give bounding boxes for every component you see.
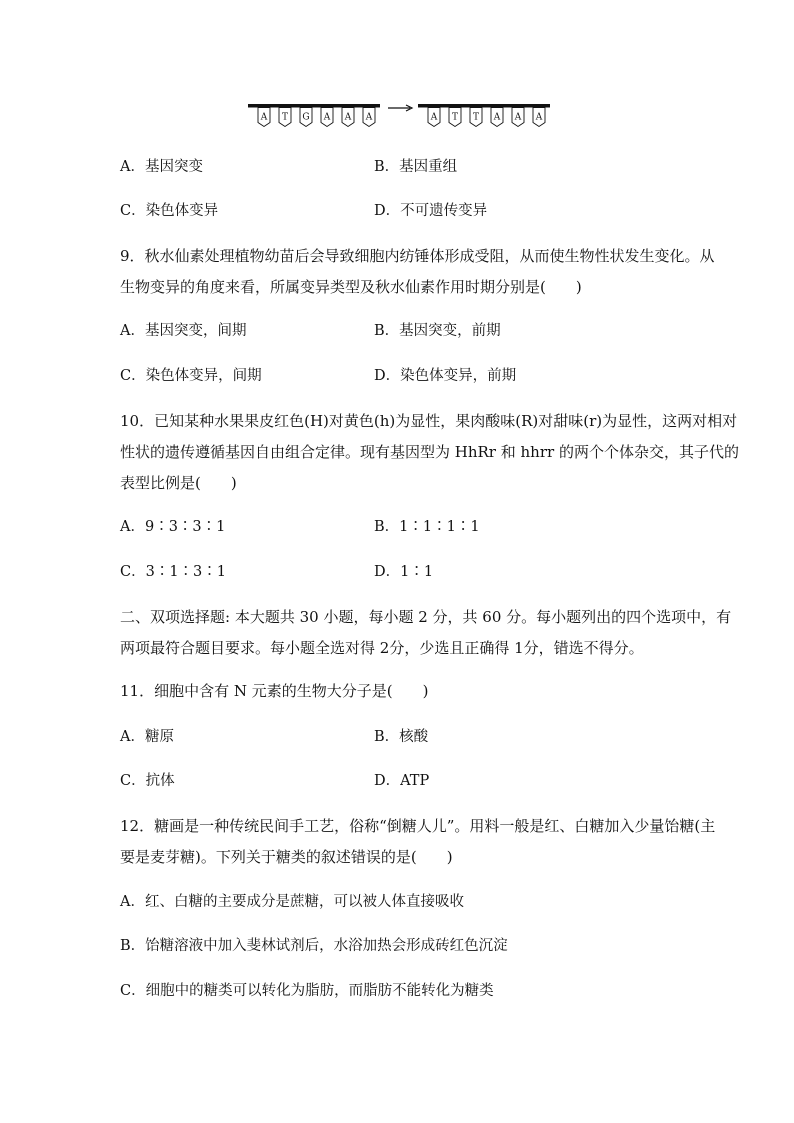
right-base-2-label: T	[451, 112, 459, 123]
right-base-6-label: A	[535, 112, 543, 123]
q9-option-a[interactable]: A．基因突变，间期	[120, 323, 247, 339]
q10-option-b[interactable]: B．1∶1∶1∶1	[374, 519, 480, 535]
left-strand-backbone	[248, 104, 380, 108]
left-base-2-label: T	[281, 112, 289, 123]
q9-stem-line-2: 生物变异的角度来看，所属变异类型及秋水仙素作用时期分别是( )	[120, 278, 582, 296]
q9-option-c[interactable]: C．染色体变异，间期	[120, 368, 262, 384]
q12-stem-line-2: 要是麦芽糖)。下列关于糖类的叙述错误的是( )	[120, 848, 453, 866]
q8-option-c[interactable]: C．染色体变异	[120, 203, 219, 219]
q11-option-b[interactable]: B．核酸	[374, 729, 429, 745]
q12-option-b[interactable]: B．饴糖溶液中加入斐林试剂后，水浴加热会形成砖红色沉淀	[120, 938, 508, 954]
left-base-1-label: A	[260, 112, 268, 123]
right-base-3-label: T	[472, 112, 480, 123]
q12-option-a[interactable]: A．红、白糖的主要成分是蔗糖，可以被人体直接吸收	[120, 894, 464, 910]
right-strand-backbone	[418, 104, 550, 108]
q10-stem-line-1: 10．已知某种水果果皮红色(H)对黄色(h)为显性，果肉酸味(R)对甜味(r)为显性，这两对相对	[120, 412, 738, 430]
q10-option-a[interactable]: A．9∶3∶3∶1	[120, 519, 226, 535]
q10-stem-line-3: 表型比例是( )	[120, 474, 237, 492]
q11-option-d[interactable]: D．ATP	[374, 773, 430, 789]
left-base-5-label: A	[344, 112, 352, 123]
q11-option-a[interactable]: A．糖原	[120, 729, 174, 745]
q11-option-c[interactable]: C．抗体	[120, 773, 175, 789]
q9-stem-line-1: 9．秋水仙素处理植物幼苗后会导致细胞内纺锤体形成受阻，从而使生物性状发生变化。从	[120, 247, 715, 265]
section2-heading-line-2: 两项最符合题目要求。每小题全选对得 2分，少选且正确得 1分，错选不得分。	[120, 639, 644, 657]
right-base-5-label: A	[514, 112, 522, 123]
q9-option-d[interactable]: D．染色体变异，前期	[374, 368, 517, 384]
q8-option-b[interactable]: B．基因重组	[374, 159, 458, 175]
q8-option-d[interactable]: D．不可遗传变异	[374, 203, 488, 219]
left-base-6-label: A	[365, 112, 373, 123]
q12-option-c[interactable]: C．细胞中的糖类可以转化为脂肪，而脂肪不能转化为糖类	[120, 983, 494, 999]
q10-option-c[interactable]: C．3∶1∶3∶1	[120, 564, 226, 580]
q12-stem-line-1: 12．糖画是一种传统民间手工艺，俗称“倒糖人儿”。用料一般是红、白糖加入少量饴糖(主	[120, 817, 716, 835]
q9-option-b[interactable]: B．基因突变，前期	[374, 323, 501, 339]
right-base-4-label: A	[493, 112, 501, 123]
left-base-4-label: A	[323, 112, 331, 123]
right-base-1-label: A	[430, 112, 438, 123]
q8-option-a[interactable]: A．基因突变	[120, 159, 203, 175]
q11-stem: 11．细胞中含有 N 元素的生物大分子是( )	[120, 682, 429, 700]
section2-heading-line-1: 二、双项选择题: 本大题共 30 小题，每小题 2 分，共 60 分。每小题列出的四个选项中，有	[120, 608, 732, 626]
q10-stem-line-2: 性状的遗传遵循基因自由组合定律。现有基因型为 HhRr 和 hhrr 的两个个体杂交，其子代的	[120, 443, 739, 461]
left-base-3-label: G	[302, 112, 310, 123]
q10-option-d[interactable]: D．1∶1	[374, 564, 434, 580]
dna-mutation-diagram	[246, 100, 556, 134]
